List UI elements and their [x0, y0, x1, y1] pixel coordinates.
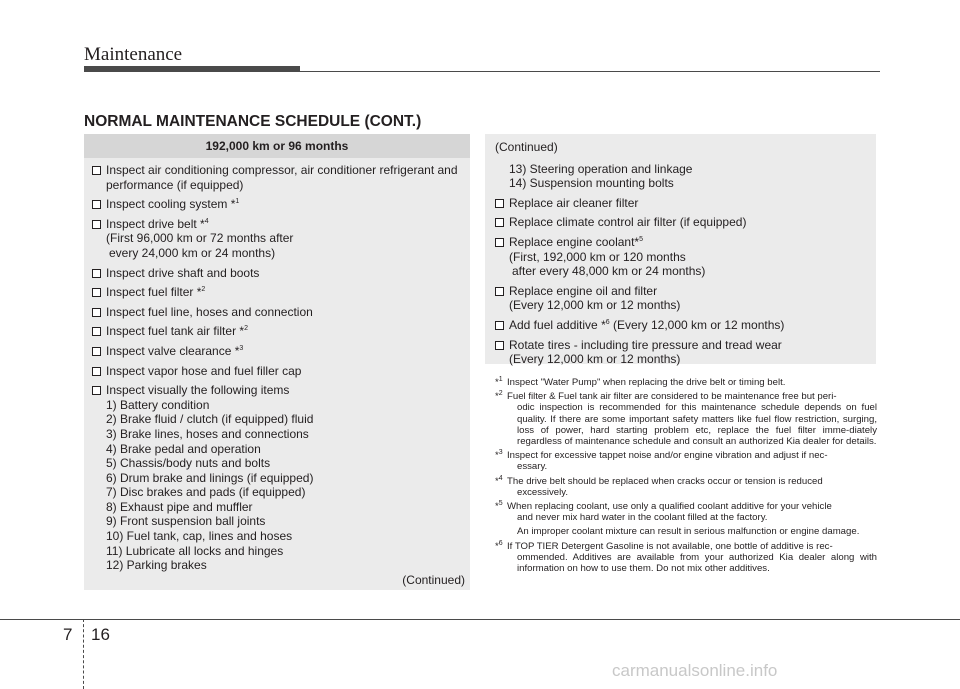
- checklist-item: [92, 197, 466, 212]
- item-text: Replace air cleaner filter: [509, 195, 639, 210]
- checkbox-icon: [495, 218, 504, 227]
- footnote-ref: 6: [605, 318, 610, 326]
- item-text: Inspect cooling system *: [106, 197, 236, 212]
- checklist-item: [92, 324, 466, 339]
- right-checklist: [495, 140, 870, 367]
- item-continuation: every 24,000 km or 24 months): [109, 245, 276, 260]
- checkbox-icon: [92, 308, 101, 317]
- visual-inspection-list: [106, 398, 466, 573]
- footnote-mark: *: [495, 450, 499, 462]
- list-item: 13) Steering operation and linkage: [509, 161, 693, 176]
- footnote-number: 6: [498, 539, 503, 547]
- footnote-ref: 2: [244, 325, 248, 333]
- checklist-item: [495, 235, 870, 279]
- item-continuation: (First, 192,000 km or 120 months: [509, 249, 686, 264]
- footnote-text: When replacing coolant, use only a qualified coolant additive for your vehicle: [507, 501, 832, 513]
- footnote-text: The drive belt should be replaced when cracks occur or tension is reduced: [507, 475, 823, 487]
- list-item: 3) Brake lines, hoses and connections: [106, 426, 309, 441]
- footnote-text: Inspect "Water Pump" when replacing the drive belt or timing belt.: [507, 377, 786, 388]
- list-item: 5) Chassis/body nuts and bolts: [106, 456, 271, 471]
- footnote-text: If TOP TIER Detergent Gasoline is not available, one bottle of additive is rec-: [507, 540, 833, 552]
- item-continuation: performance (if equipped): [106, 177, 244, 192]
- header-rule-thin: [300, 71, 880, 72]
- checkbox-icon: [495, 199, 504, 208]
- footnote-continuation: ommended. Additives are available from your authorized Kia dealer along with information on how to use them. Do not mix other additives.: [517, 551, 877, 575]
- list-item: 14) Suspension mounting bolts: [509, 176, 674, 191]
- item-text: Inspect air conditioning compressor, air conditioner refrigerant and: [106, 163, 458, 177]
- list-item: 10) Fuel tank, cap, lines and hoses: [106, 529, 293, 544]
- left-panel-heading: 192,000 km or 96 months: [84, 134, 470, 158]
- checkbox-icon: [92, 166, 101, 175]
- footnote: [495, 450, 877, 472]
- item-text: Inspect fuel filter *: [106, 285, 202, 300]
- section-title: NORMAL MAINTENANCE SCHEDULE (CONT.): [84, 113, 422, 130]
- footnote-mark: *: [495, 377, 499, 388]
- continued-label: (Continued): [402, 573, 465, 587]
- footnote-mark: *: [495, 475, 499, 487]
- checklist-item: [495, 284, 870, 313]
- checkbox-icon: [92, 367, 101, 376]
- checkbox-icon: [92, 288, 101, 297]
- checklist-item: [92, 266, 466, 281]
- footer-rule: [0, 619, 960, 620]
- checkbox-icon: [92, 200, 101, 209]
- checkbox-icon: [495, 321, 504, 330]
- item-text: Replace climate control air filter (if equipped): [509, 215, 747, 230]
- item-text: Inspect visually the following items: [106, 383, 290, 398]
- item-continuation: (Every 12,000 km or 12 months): [509, 352, 681, 367]
- checklist-item: [495, 318, 870, 333]
- item-continuation: (Every 12,000 km or 12 months): [509, 298, 681, 313]
- footnote-ref: 1: [235, 198, 240, 206]
- checklist-item: [92, 364, 466, 379]
- watermark: carmanualsonline.info: [612, 661, 778, 680]
- list-item: 7) Disc brakes and pads (if equipped): [106, 485, 306, 500]
- footnote-continuation: odic inspection is recommended for this maintenance schedule depends on fuel quality. If there are some important safety matters like fuel flow restriction, surging, loss of power, hard starting problem etc, replace the fuel filter imme-diately regardless of maintenance schedule and consult an authorized Kia dealer for details.: [517, 402, 877, 448]
- checklist-item: [92, 163, 466, 192]
- checklist-item: [92, 383, 466, 573]
- item-text: Inspect drive belt *: [106, 216, 205, 231]
- footnote-mark: *: [495, 540, 499, 552]
- checklist-item: [92, 285, 466, 300]
- list-item: 9) Front suspension ball joints: [106, 514, 266, 529]
- footnote-ref: 4: [204, 217, 209, 225]
- list-item: 1) Battery condition: [106, 397, 210, 412]
- checklist-item: [92, 344, 466, 359]
- item-text: Inspect vapor hose and fuel filler cap: [106, 363, 302, 378]
- footnote-mark: *: [495, 391, 499, 403]
- footnote: [495, 501, 877, 523]
- footnote-continuation: essary.: [517, 461, 548, 473]
- list-item: 12) Parking brakes: [106, 558, 207, 573]
- footnote-number: 1: [498, 375, 503, 383]
- footnote-number: 4: [498, 474, 503, 482]
- checkbox-icon: [495, 287, 504, 296]
- footnote-number: 3: [498, 449, 503, 457]
- list-item: 4) Brake pedal and operation: [106, 441, 261, 456]
- item-continuation: after every 48,000 km or 24 months): [512, 264, 706, 279]
- page-header-title: Maintenance: [84, 44, 183, 65]
- footnote-text: Inspect for excessive tappet noise and/or engine vibration and adjust if nec-: [507, 450, 828, 462]
- checkbox-icon: [92, 220, 101, 229]
- continued-label: (Continued): [495, 140, 558, 154]
- checklist-item: [495, 215, 870, 230]
- footnote: [495, 377, 877, 388]
- footnote-ref: 5: [639, 235, 644, 243]
- list-item: 6) Drum brake and linings (if equipped): [106, 470, 314, 485]
- checkbox-icon: [495, 341, 504, 350]
- checklist-item: [92, 217, 466, 261]
- footnote-continuation: and never mix hard water in the coolant filled at the factory.: [517, 512, 768, 524]
- item-text: Replace engine coolant*: [509, 234, 640, 249]
- item-continuation: (First 96,000 km or 72 months after: [106, 231, 294, 246]
- checkbox-icon: [92, 386, 101, 395]
- checklist-item: [495, 196, 870, 211]
- item-text: (Every 12,000 km or 12 months): [609, 317, 785, 332]
- footnote-ref: 2: [201, 286, 206, 294]
- footnote: [495, 541, 877, 575]
- footnote-ref: 3: [239, 344, 244, 352]
- page-number: 16: [91, 625, 110, 644]
- item-text: Inspect valve clearance *: [106, 343, 240, 358]
- footnote-continuation: excessively.: [517, 486, 569, 498]
- list-item: 11) Lubricate all locks and hinges: [106, 543, 284, 558]
- list-item: 8) Exhaust pipe and muffler: [106, 499, 253, 514]
- item-text: Add fuel additive *: [509, 317, 606, 332]
- footnote-text: Fuel filter & Fuel tank air filter are considered to be maintenance free but peri-: [507, 391, 837, 403]
- list-item: 2) Brake fluid / clutch (if equipped) fluid: [106, 412, 314, 427]
- footnotes: [495, 377, 877, 577]
- footnote-number: 5: [498, 499, 503, 507]
- item-text: Inspect drive shaft and boots: [106, 265, 260, 280]
- item-text: Inspect fuel tank air filter *: [106, 324, 245, 339]
- checkbox-icon: [92, 347, 101, 356]
- footnote-number: 2: [498, 390, 503, 398]
- footer-divider: [83, 619, 84, 689]
- footnote-extra: An improper coolant mixture can result in serious malfunction or engine damage.: [517, 526, 860, 538]
- checklist-item: [92, 305, 466, 320]
- checkbox-icon: [495, 238, 504, 247]
- header-rule-thick: [84, 66, 300, 72]
- footnote: [495, 391, 877, 447]
- checklist-item: [495, 338, 870, 367]
- checkbox-icon: [92, 327, 101, 336]
- footnote-mark: *: [495, 501, 499, 513]
- footnote: [495, 476, 877, 498]
- item-text: Replace engine oil and filter: [509, 283, 658, 298]
- checkbox-icon: [92, 269, 101, 278]
- left-checklist: [92, 163, 466, 573]
- chapter-number: 7: [63, 625, 73, 644]
- item-text: Rotate tires - including tire pressure and tread wear: [509, 337, 782, 352]
- item-text: Inspect fuel line, hoses and connection: [106, 304, 313, 319]
